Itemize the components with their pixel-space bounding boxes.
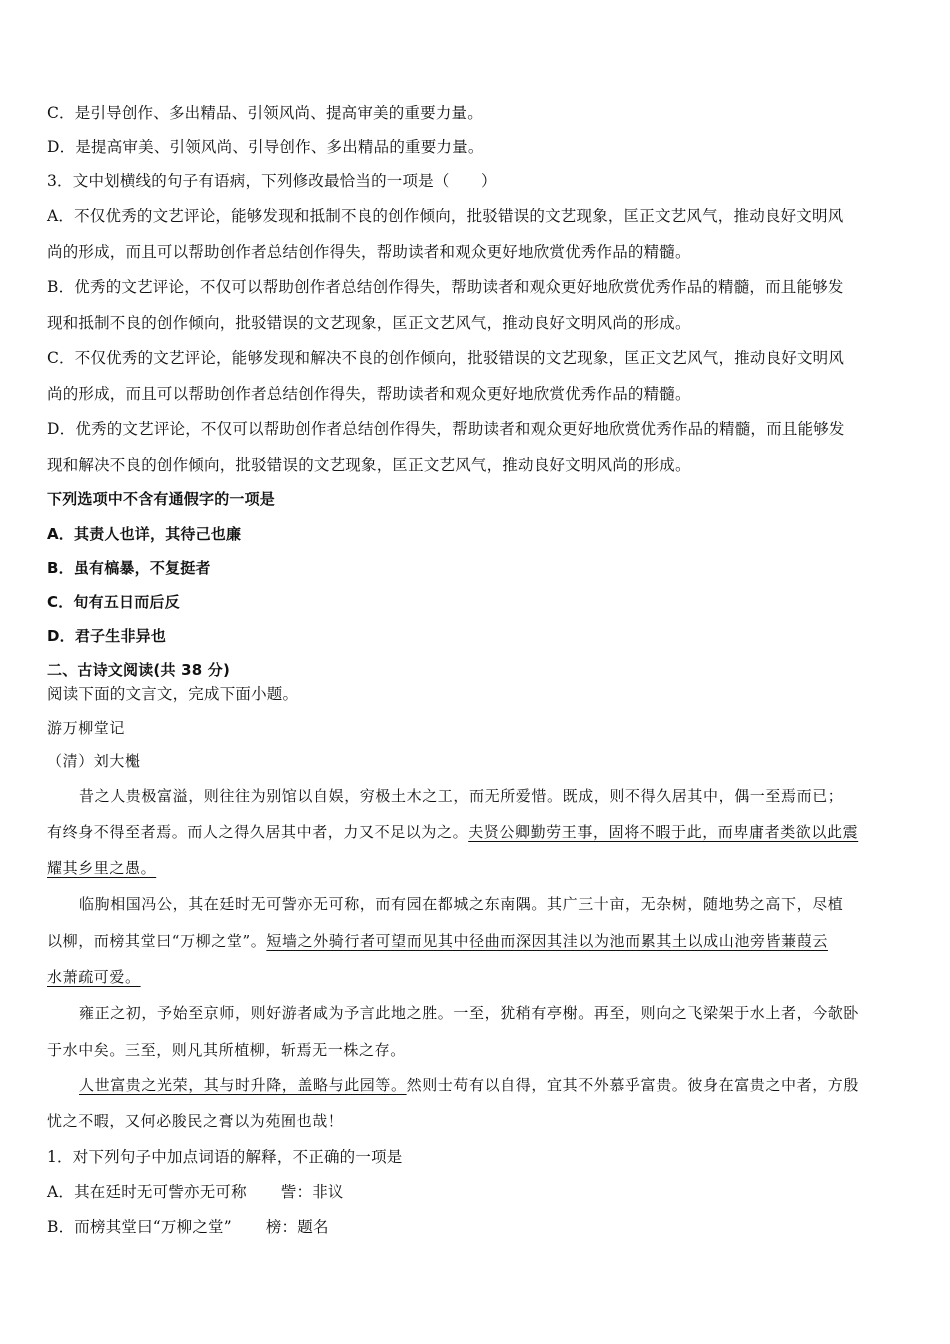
q3-option-b-line2: 现和抵制不良的创作倾向，批驳错误的文艺现象，匡正文艺风气，推动良好文明风尚的形成。 bbox=[47, 314, 691, 332]
passage-p4-line2: 忧之不暇，又何必朘民之膏以为苑囿也哉！ bbox=[47, 1112, 344, 1130]
q2-option-c: C．是引导创作、多出精品、引领风尚、提高审美的重要力量。 bbox=[47, 104, 483, 122]
tongjia-option-b: B．虽有槁暴，不复挺者 bbox=[47, 559, 211, 577]
passage-p2-wavy-sentence-end: 水萧疏可爱。 bbox=[47, 968, 141, 986]
passage-p2-wavy-sentence: 短墙之外骑行者可望而见其中径曲而深因其洼以为池而累其土以成山池旁皆蒹葭云 bbox=[266, 932, 828, 950]
q2-option-d: D．是提高审美、引领风尚、引导创作、多出精品的重要力量。 bbox=[47, 138, 484, 156]
passage-p3-line2: 于水中矣。三至，则凡其所植柳，斩焉无一株之存。 bbox=[47, 1041, 406, 1059]
subq1-option-b-gloss: 榜：题名 bbox=[265, 1218, 329, 1236]
passage-p2-line3 bbox=[47, 967, 907, 987]
passage-p2-line2 bbox=[47, 931, 907, 951]
tongjia-stem: 下列选项中不含有通假字的一项是 bbox=[47, 490, 276, 508]
passage-p2-line1: 临朐相国冯公，其在廷时无可訾亦无可称，而有园在都城之东南隅。其广三十亩，无杂树，随地势之高下，尽植 bbox=[79, 895, 844, 913]
section-intro: 阅读下面的文言文，完成下面小题。 bbox=[47, 685, 299, 703]
passage-p4-underlined-sentence: 人世富贵之光荣，其与时升降，盖略与此园等。 bbox=[79, 1076, 407, 1094]
passage-p1-line2-text: 有终身不得至者焉。而人之得久居其中者，力又不足以为之。 bbox=[47, 823, 469, 841]
passage-p1-underlined-sentence-end: 耀其乡里之愚。 bbox=[47, 859, 157, 877]
passage-p3-line1: 雍正之初，予始至京师，则好游者咸为予言此地之胜。一至，犹稍有亭榭。再至，则向之飞梁架于水上者，今欹卧 bbox=[79, 1004, 860, 1022]
tongjia-option-d: D．君子生非异也 bbox=[47, 627, 167, 645]
passage-p1-line3 bbox=[47, 858, 907, 878]
tongjia-option-c: C．旬有五日而后反 bbox=[47, 593, 180, 611]
q3-stem: 3．文中划横线的句子有语病，下列修改最恰当的一项是（ ） bbox=[47, 172, 497, 190]
q3-option-c-line1: C．不仅优秀的文艺评论，能够发现和解决不良的创作倾向，批驳错误的文艺现象，匡正文艺风气，推动良好文明风 bbox=[47, 349, 845, 367]
q3-option-d-line1: D．优秀的文艺评论，不仅可以帮助创作者总结创作得失，帮助读者和观众更好地欣赏优秀作品的精髓，而且能够发 bbox=[47, 420, 845, 438]
subq1-option-a-text: A．其在廷时无可訾亦无可称 bbox=[47, 1183, 247, 1201]
q3-option-d-line2: 现和解决不良的创作倾向，批驳错误的文艺现象，匡正文艺风气，推动良好文明风尚的形成。 bbox=[47, 456, 691, 474]
passage-p2-line2-text: 以柳，而榜其堂曰“万柳之堂”。 bbox=[47, 932, 267, 950]
subq1-option-a-gloss: 訾：非议 bbox=[280, 1183, 344, 1201]
subq1-option-b bbox=[47, 1217, 907, 1237]
passage-p4-line1 bbox=[79, 1075, 939, 1095]
passage-author: （清）刘大櫆 bbox=[47, 752, 141, 770]
tongjia-option-a: A．其责人也详，其待己也廉 bbox=[47, 525, 242, 543]
passage-p1-line2 bbox=[47, 822, 907, 842]
subq1-option-b-text: B．而榜其堂曰“万柳之堂” bbox=[47, 1218, 232, 1236]
subq1-option-a bbox=[47, 1182, 907, 1202]
q3-option-b-line1: B．优秀的文艺评论，不仅可以帮助创作者总结创作得失，帮助读者和观众更好地欣赏优秀作品的精髓，而且能够发 bbox=[47, 278, 844, 296]
q3-option-c-line2: 尚的形成，而且可以帮助创作者总结创作得失，帮助读者和观众更好地欣赏优秀作品的精髓。 bbox=[47, 385, 691, 403]
q3-option-a-line2: 尚的形成，而且可以帮助创作者总结创作得失，帮助读者和观众更好地欣赏优秀作品的精髓。 bbox=[47, 243, 691, 261]
passage-p4-line1-text: 然则士苟有以自得，宜其不外慕乎富贵。彼身在富贵之中者，方殷 bbox=[406, 1076, 860, 1094]
subq1-stem: 1．对下列句子中加点词语的解释，不正确的一项是 bbox=[47, 1148, 403, 1166]
section-heading: 二、古诗文阅读(共 38 分) bbox=[47, 661, 231, 679]
passage-p1-underlined-sentence: 夫贤公卿勤劳王事，固将不暇于此，而卑庸者类欲以此震 bbox=[468, 823, 859, 841]
passage-p1-line1: 昔之人贵极富溢，则往往为别馆以自娱，穷极土木之工，而无所爱惜。既成，则不得久居其中，偶一至焉而已； bbox=[79, 787, 844, 805]
q3-option-a-line1: A．不仅优秀的文艺评论，能够发现和抵制不良的创作倾向，批驳错误的文艺现象，匡正文艺风气，推动良好文明风 bbox=[47, 207, 844, 225]
passage-title: 游万柳堂记 bbox=[47, 719, 126, 737]
